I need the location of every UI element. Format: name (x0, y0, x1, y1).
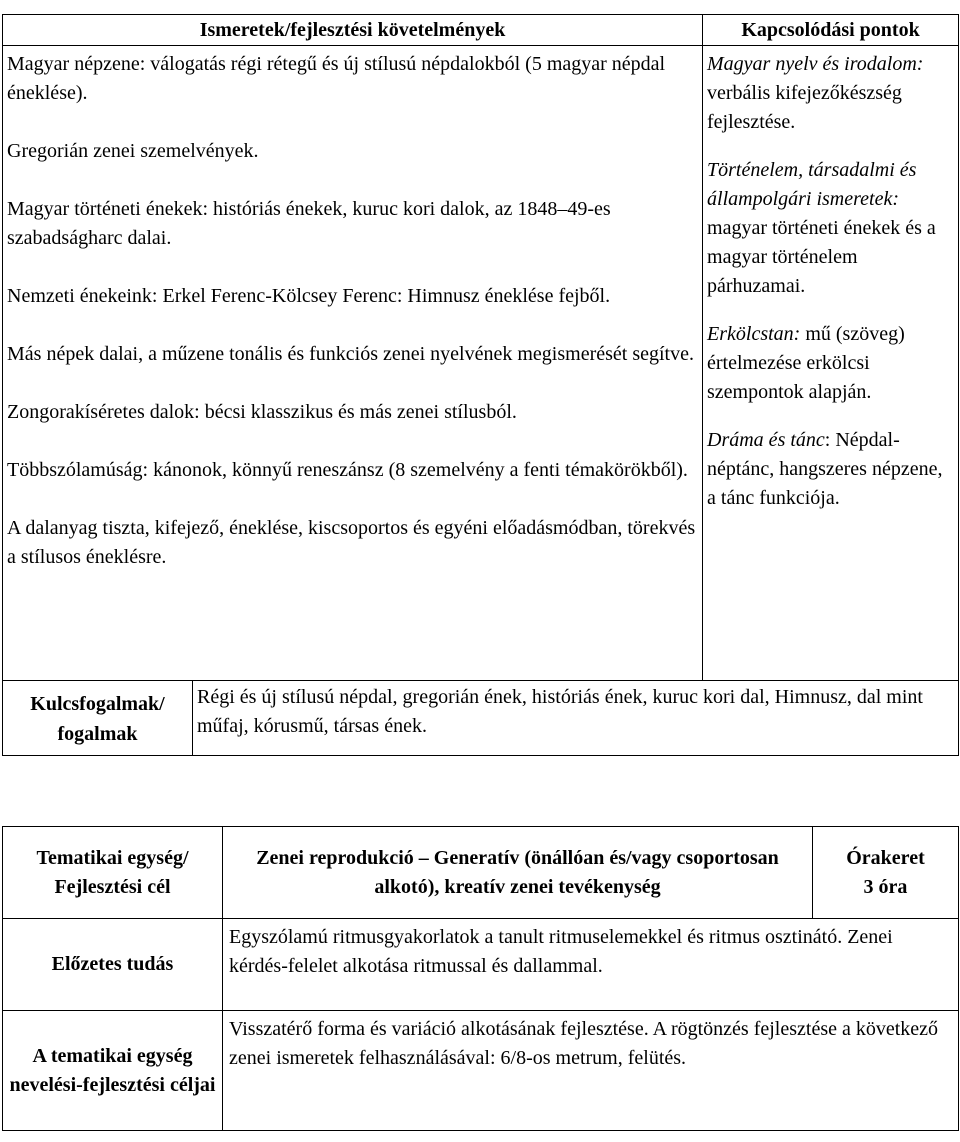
hours-cell (813, 827, 959, 919)
requirement-item: Gregorián zenei szemelvények. (7, 140, 259, 162)
requirements-cell (3, 46, 703, 681)
connection-subject: Dráma és tánc (707, 429, 825, 451)
requirement-item: A dalanyag tiszta, kifejező, éneklése, kiscsoportos és egyéni előadásmódban, törekvés a stílusos éneklésre. (7, 517, 696, 568)
unit-title: Zenei reprodukció – Generatív (önállóan és/vagy csoportosan alkotó), kreatív zenei tevékenység (223, 827, 813, 919)
requirement-item: Más népek dalai, a műzene tonális és funkciós zenei nyelvének megismerését segítve. (7, 343, 694, 365)
hours-label: Órakeret (846, 846, 925, 869)
connection-subject: Erkölcstan: (707, 323, 801, 345)
prior-knowledge-text: Egyszólamú ritmusgyakorlatok a tanult ritmuselemekkel és ritmus osztinátó. Zenei kérdés-felelet alkotása ritmussal és dallammal. (223, 919, 959, 1011)
goals-text: Visszatérő forma és variáció alkotásának fejlesztése. A rögtönzés fejlesztése a következő zenei ismeretek felhasználásával: 6/8-os metrum, felütés. (223, 1011, 959, 1131)
goals-label: A tematikai egység nevelési-fejlesztési céljai (3, 1011, 223, 1131)
connection-item (707, 50, 954, 137)
curriculum-table (2, 14, 959, 756)
key-concepts-text: Régi és új stílusú népdal, gregorián ének, históriás ének, kuruc kori dal, Himnusz, dal mint műfaj, kórusmű, társas ének. (193, 681, 959, 756)
requirement-item: Zongorakíséretes dalok: bécsi klasszikus és más zenei stílusból. (7, 401, 517, 423)
thematic-unit-table (2, 826, 959, 1131)
requirement-item: Magyar népzene: válogatás régi rétegű és új stílusú népdalokból (5 magyar népdal éneklése). (7, 53, 666, 104)
connection-text: magyar történeti énekek és a magyar történelem párhuzamai. (707, 217, 936, 297)
requirement-item: Magyar történeti énekek: históriás énekek, kuruc kori dalok, az 1848–49-es szabadságharc dalai. (7, 198, 611, 249)
connection-text: mű (szöveg) értelmezése erkölcsi szempontok alapján. (707, 323, 905, 403)
hours-value: 3 óra (863, 875, 908, 898)
connection-subject: Történelem, társadalmi és állampolgári ismeretek: (707, 159, 917, 210)
key-concepts-label: Kulcsfogalmak/ fogalmak (3, 681, 193, 756)
connection-subject: Magyar nyelv és irodalom: (707, 53, 924, 75)
requirements-header: Ismeretek/fejlesztési követelmények (3, 15, 703, 46)
connections-header: Kapcsolódási pontok (703, 15, 959, 46)
connection-text: : Népdal-néptánc, hangszeres népzene, a tánc funkciója. (707, 429, 943, 509)
connection-item (707, 426, 954, 513)
connection-text: verbális kifejezőkészség fejlesztése. (707, 82, 902, 133)
unit-label: Tematikai egység/ Fejlesztési cél (3, 827, 223, 919)
connection-item (707, 320, 954, 407)
requirement-item: Többszólamúság: kánonok, könnyű reneszánsz (8 szemelvény a fenti témakörökből). (7, 459, 688, 481)
connections-cell (703, 46, 959, 681)
requirement-item: Nemzeti énekeink: Erkel Ferenc-Kölcsey Ferenc: Himnusz éneklése fejből. (7, 285, 611, 307)
prior-knowledge-label: Előzetes tudás (3, 919, 223, 1011)
connection-item (707, 156, 954, 301)
